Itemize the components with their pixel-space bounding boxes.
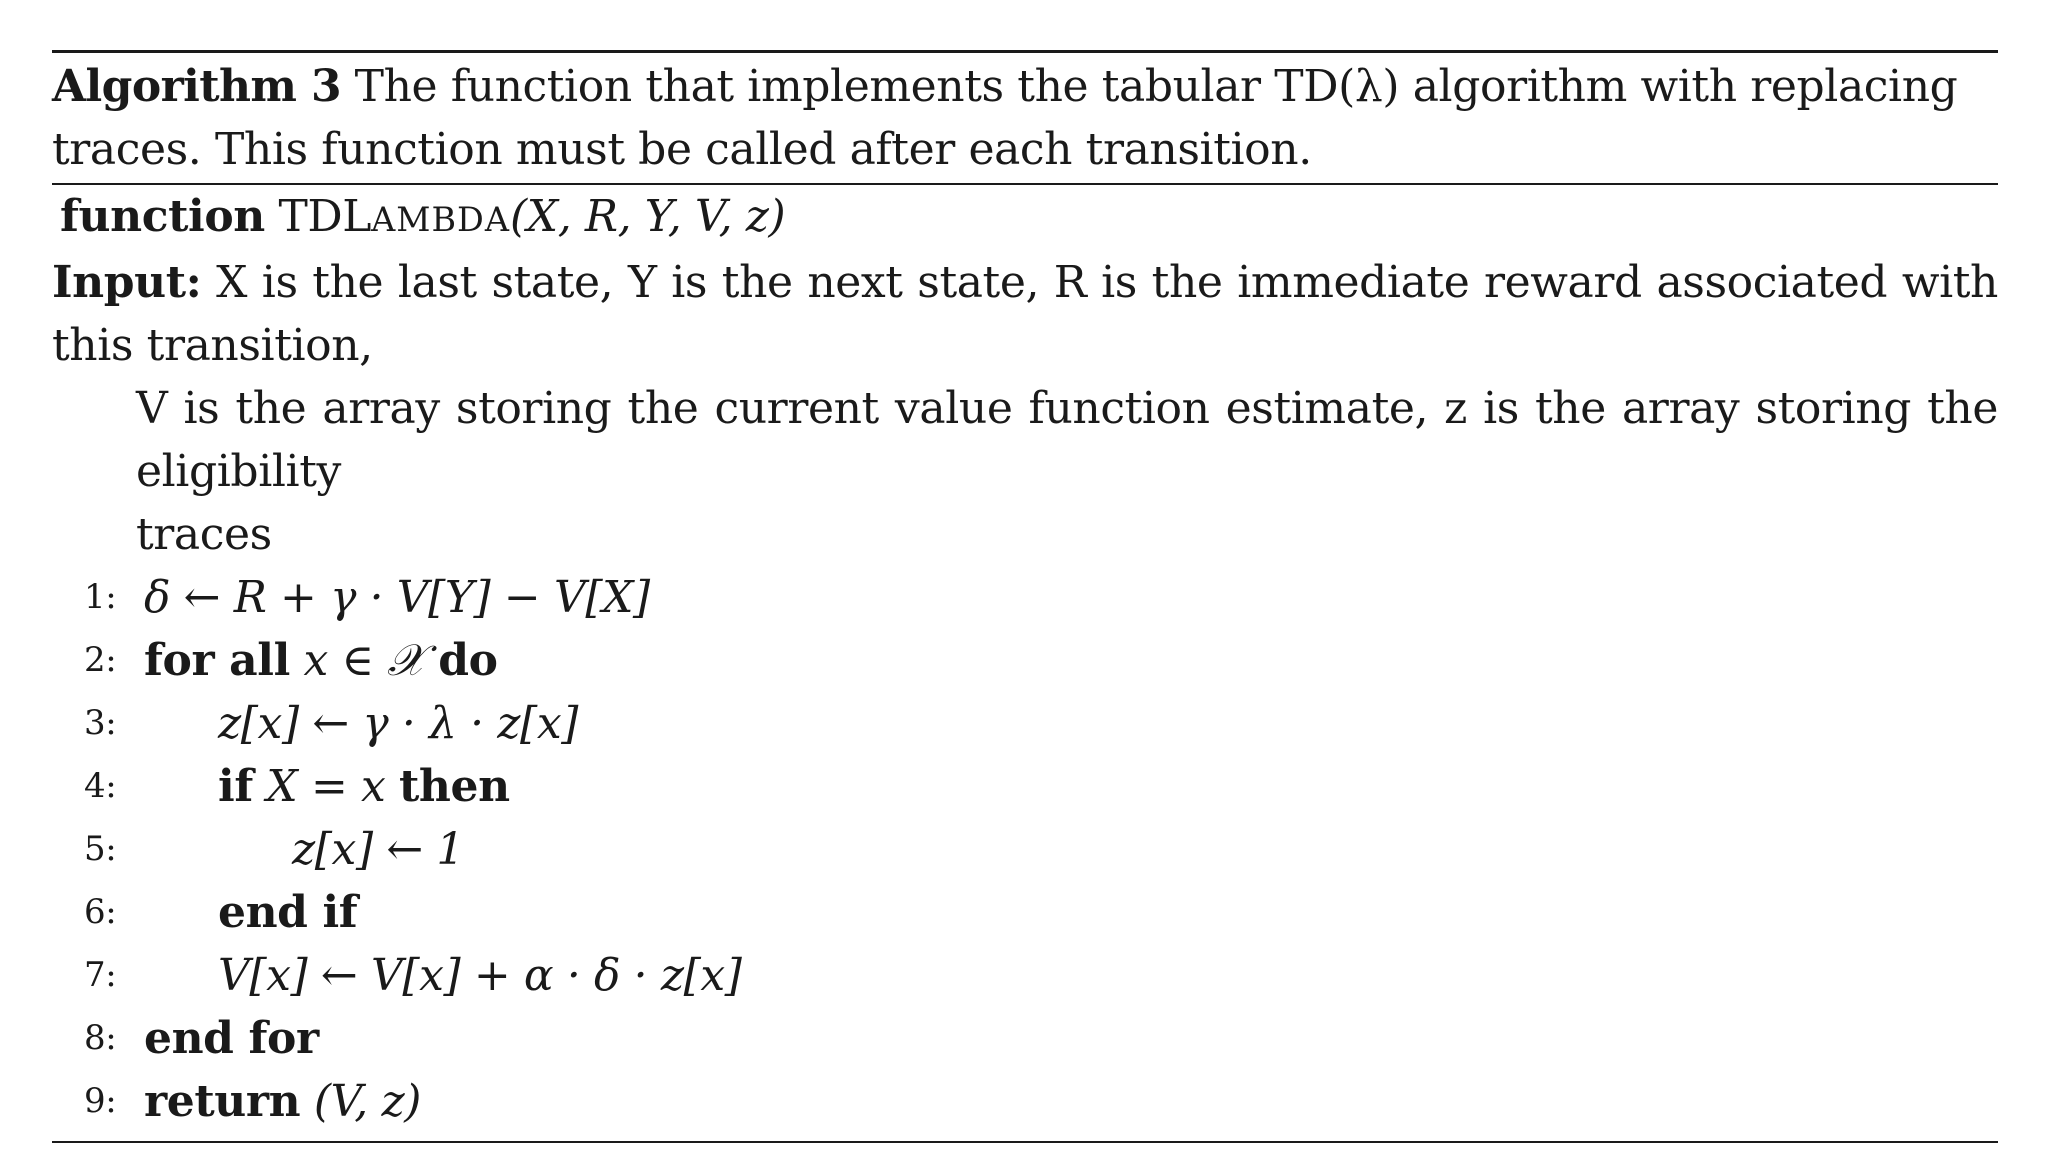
line-keyword: end for (144, 1013, 319, 1064)
line-code: z[x] ← γ · λ · z[x] (218, 698, 578, 749)
top-rule (52, 50, 1998, 53)
algorithm-line (60, 692, 1998, 755)
line-keyword-end: then (399, 761, 510, 812)
input-text-1: X is the last state, Y is the next state, R is the immediate reward associated with this transition, (52, 257, 1998, 371)
line-keyword-end: do (438, 635, 498, 686)
line-number: 1: (84, 577, 117, 617)
algorithm-line (60, 881, 1998, 944)
algorithm-box (52, 50, 1998, 1143)
line-content (218, 755, 510, 818)
algorithm-line (60, 566, 1998, 629)
caption-text: The function that implements the tabular TD(λ) algorithm with replacing traces. This function must be called after each transition. (52, 61, 1958, 175)
function-keyword: function (60, 191, 265, 242)
function-name-tail: AMBDA (371, 200, 510, 239)
caption-label: Algorithm 3 (52, 61, 342, 112)
line-keyword: end if (218, 887, 358, 938)
line-number: 6: (84, 892, 117, 932)
input-line-3: traces (136, 509, 272, 560)
function-params: (X, R, Y, V, z) (510, 191, 786, 242)
line-code: (V, z) (300, 1076, 422, 1127)
line-keyword: for all (144, 635, 290, 686)
line-number: 8: (84, 1018, 117, 1058)
algorithm-line (60, 629, 1998, 692)
algorithm-line (60, 755, 1998, 818)
input-description (52, 251, 1998, 566)
line-content (144, 1070, 421, 1133)
line-number: 7: (84, 955, 117, 995)
function-name-head: TDL (278, 191, 372, 242)
line-code: X = x (252, 761, 399, 812)
line-keyword: if (218, 761, 253, 812)
line-code: δ ← R + γ · V[Y] − V[X] (144, 572, 650, 623)
line-code: V[x] ← V[x] + α · δ · z[x] (218, 950, 742, 1001)
algorithm-line (60, 1007, 1998, 1070)
line-code: x ∈ 𝒳 (289, 635, 439, 686)
line-number: 4: (84, 766, 117, 806)
function-name (278, 191, 510, 242)
line-number: 5: (84, 829, 117, 869)
input-label: Input: (52, 257, 202, 308)
bottom-rule (52, 1141, 1998, 1143)
line-content (144, 629, 498, 692)
line-code: z[x] ← 1 (292, 824, 464, 875)
line-number: 2: (84, 640, 117, 680)
line-number: 9: (84, 1081, 117, 1121)
algorithm-line (60, 944, 1998, 1007)
algorithm-caption (52, 55, 1998, 181)
line-keyword: return (144, 1076, 301, 1127)
algorithm-line (60, 818, 1998, 881)
input-line-1 (52, 251, 1998, 377)
line-number: 3: (84, 703, 117, 743)
function-declaration (60, 185, 1998, 251)
algorithm-line (60, 1070, 1998, 1133)
algorithm-body (52, 185, 1998, 1133)
input-line-2: V is the array storing the current value function estimate, z is the array storing the eligibility (136, 383, 1998, 497)
